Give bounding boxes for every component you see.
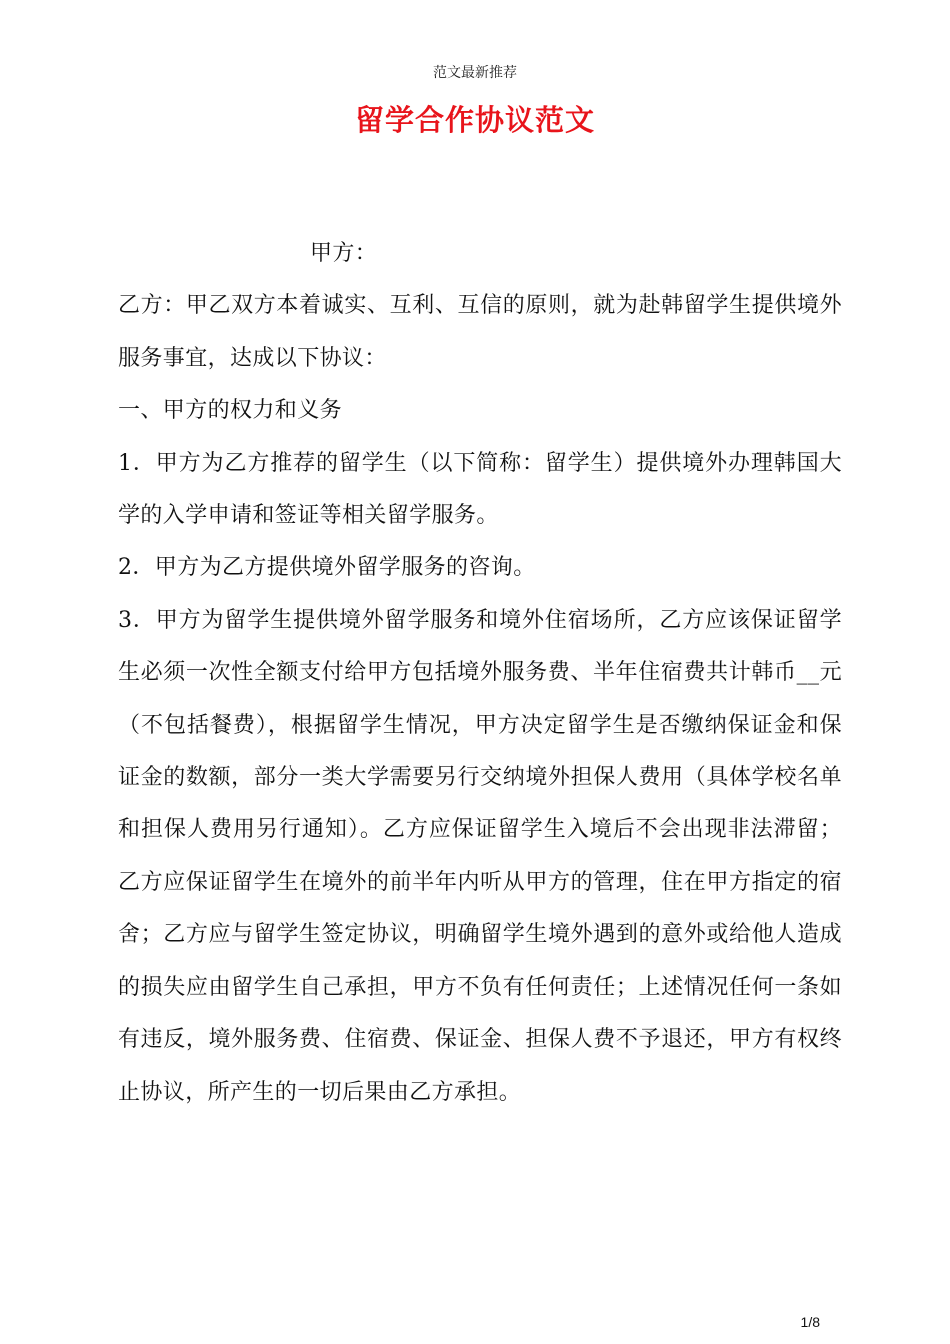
section-heading: 一、甲方的权力和义务 [118, 398, 343, 424]
clause-3: 3．甲方为留学生提供境外留学服务和境外住宿场所，乙方应该保证留学生必须一次性全额支付给甲方包括境外服务费、半年住宿费共计韩币__元（不包括餐费），根据留学生情况，甲方决定留学生是否缴纳保证金和保证金的数额，部分一类大学需要另行交纳境外担保人费用（具体学校名单和担保人费用另行通知）。乙方应保证留学生入境后不会出现非法滞留；乙方应保证留学生在境外的前半年内听从甲方的管理，住在甲方指定的宿舍；乙方应与留学生签定协议，明确留学生境外遇到的意外或给他人造成的损失应由留学生自己承担，甲方不负有任何责任；上述情况任何一条如有违反，境外服务费、住宿费、保证金、担保人费不予退还，甲方有权终止协议，所产生的一切后果由乙方承担。 [118, 607, 842, 1105]
party-a-line: 甲方： [310, 241, 378, 266]
document-body [118, 228, 842, 1119]
page-number: 1/8 [800, 1314, 820, 1330]
header-note: 范文最新推荐 [433, 65, 517, 81]
page-title: 留学合作协议范文 [354, 103, 595, 137]
party-b-paragraph: 乙方：甲乙双方本着诚实、互利、互信的原则，就为赴韩留学生提供境外服务事宜，达成以下协议： [118, 293, 842, 371]
clause-2: 2．甲方为乙方提供境外留学服务的咨询。 [118, 555, 536, 581]
clause-1: 1．甲方为乙方推荐的留学生（以下简称：留学生）提供境外办理韩国大学的入学申请和签证等相关留学服务。 [118, 450, 842, 529]
